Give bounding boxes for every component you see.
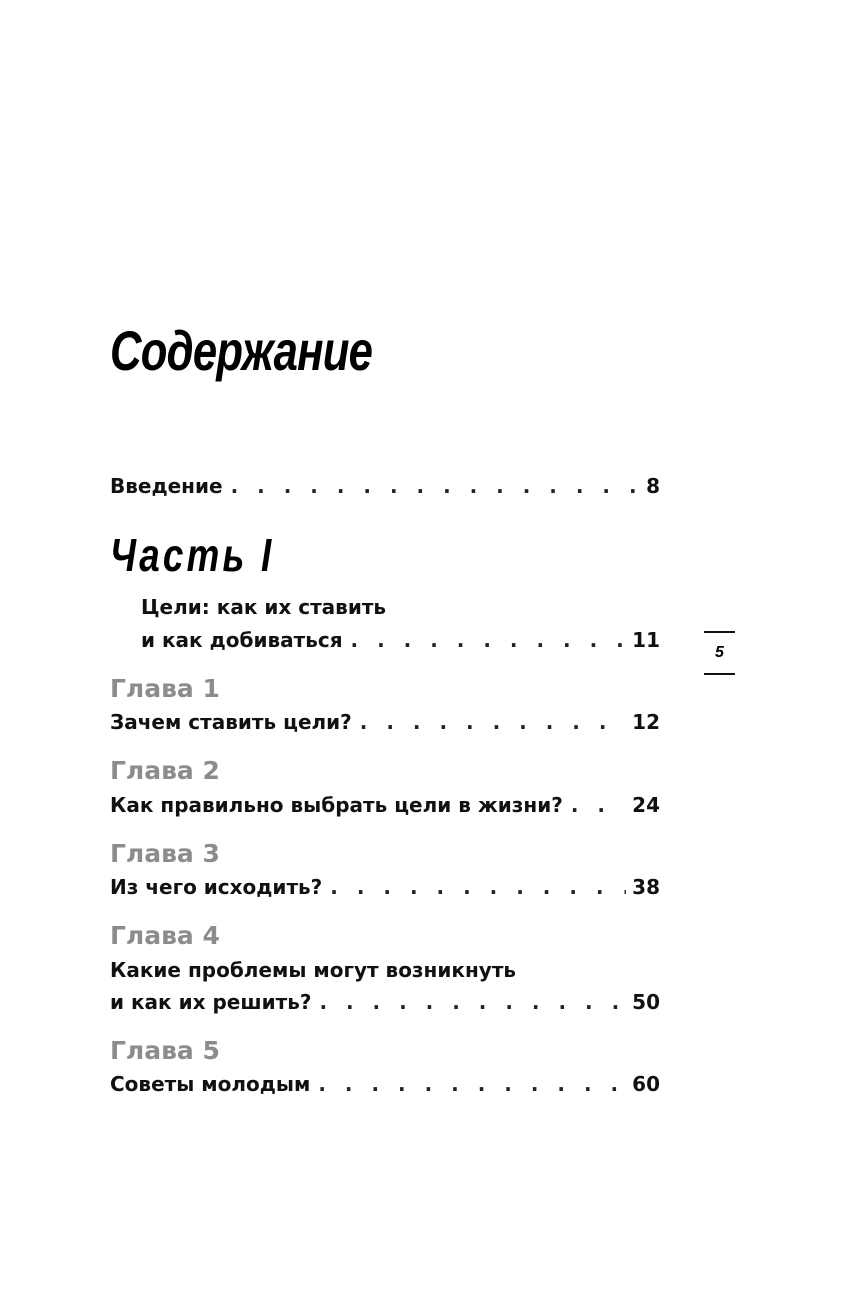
toc-page-number: 12 bbox=[632, 710, 660, 734]
toc-entry-label: Из чего исходить? bbox=[110, 875, 323, 899]
part-title: Часть I bbox=[110, 529, 275, 581]
chapter-heading-4: Глава 4 bbox=[110, 921, 220, 950]
leader-dots bbox=[351, 628, 627, 652]
toc-entry-part-1[interactable] bbox=[141, 628, 660, 652]
toc-entry-label: и как их решить? bbox=[110, 990, 312, 1014]
toc-entry-chapter-2[interactable] bbox=[110, 793, 660, 817]
toc-page-number: 60 bbox=[632, 1072, 660, 1096]
part-subtitle-line1: Цели: как их ставить bbox=[141, 595, 387, 619]
chapter-heading-5: Глава 5 bbox=[110, 1036, 220, 1065]
toc-entry-chapter-3[interactable] bbox=[110, 875, 660, 899]
toc-page-number: 11 bbox=[632, 628, 660, 652]
leader-dots bbox=[318, 1072, 626, 1096]
chapter-heading-1: Глава 1 bbox=[110, 674, 220, 703]
chapter-4-title-line1: Какие проблемы могут возникнуть bbox=[110, 958, 517, 982]
toc-page-number: 8 bbox=[646, 474, 660, 498]
page-title: Содержание bbox=[110, 319, 373, 382]
toc-page-number: 50 bbox=[632, 990, 660, 1014]
toc-entry-chapter-1[interactable] bbox=[110, 710, 660, 734]
chapter-heading-2: Глава 2 bbox=[110, 756, 220, 785]
toc-page-number: 24 bbox=[632, 793, 660, 817]
toc-entry-label: Введение bbox=[110, 474, 223, 498]
leader-dots bbox=[571, 793, 626, 817]
leader-dots bbox=[319, 990, 626, 1014]
toc-entry-label: Как правильно выбрать цели в жизни? bbox=[110, 793, 563, 817]
toc-entry-label: и как добиваться bbox=[141, 628, 343, 652]
leader-dots bbox=[360, 710, 626, 734]
toc-entry-intro[interactable] bbox=[110, 474, 660, 498]
toc-entry-chapter-5[interactable] bbox=[110, 1072, 660, 1096]
toc-entry-label: Зачем ставить цели? bbox=[110, 710, 352, 734]
leader-dots bbox=[231, 474, 641, 498]
toc-entry-chapter-4[interactable] bbox=[110, 990, 660, 1014]
toc-page-number: 38 bbox=[632, 875, 660, 899]
chapter-heading-3: Глава 3 bbox=[110, 839, 220, 868]
page-number: 5 bbox=[715, 644, 724, 661]
folio-rule-bottom bbox=[704, 673, 735, 675]
toc-entry-label: Советы молодым bbox=[110, 1072, 311, 1096]
leader-dots bbox=[330, 875, 626, 899]
folio-rule-top bbox=[704, 631, 735, 633]
